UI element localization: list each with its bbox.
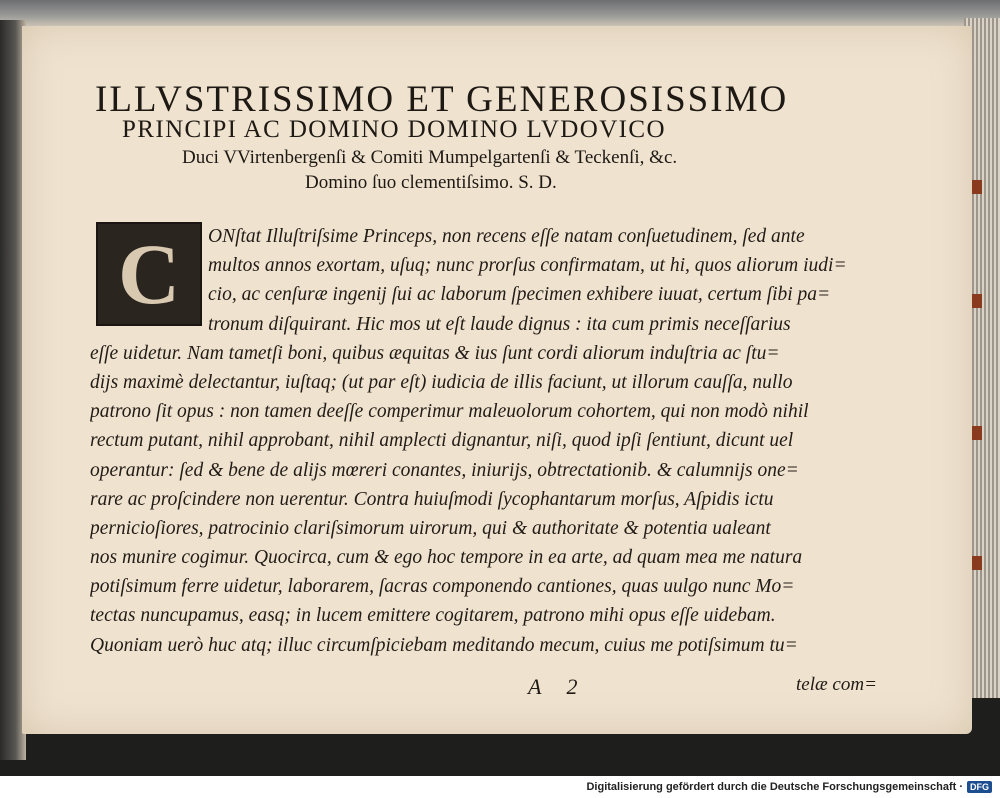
text-line: pernicioſiores, patrocinio clariſsimorum uirorum, qui & authoritate & potentia ualeant xyxy=(90,517,771,539)
text-line: eſſe uidetur. Nam tametſi boni, quibus æquitas & ius ſunt cordi aliorum induſtria ac ſtu= xyxy=(90,342,780,364)
text-line: tronum diſquirant. Hic mos ut eſt laude dignus : ita cum primis neceſſarius xyxy=(208,313,791,335)
dfg-logo: DFG xyxy=(967,781,992,793)
initial-letter: C xyxy=(117,226,181,322)
text-line: rectum putant, nihil approbant, nihil amplecti dignantur, niſi, quod ipſi ſentiunt, dicunt uel xyxy=(90,430,794,452)
text-line: patrono ſit opus : non tamen deeſſe comperimur maleuolorum cohortem, qui non modò nihil xyxy=(90,401,809,423)
funding-footer xyxy=(0,776,1000,798)
catchword: telæ com= xyxy=(796,674,877,695)
text-line: potiſsimum ferre uidetur, laborarem, ſacras componendo cantiones, quas uulgo nunc Mo= xyxy=(90,576,795,598)
text-line: cio, ac cenſuræ ingenij ſui ac laborum ſpecimen exhibere iuuat, certum ſibi pa= xyxy=(208,284,831,306)
text-line: ONſtat Illuſtriſsime Princeps, non recens eſſe natam conſuetudinem, ſed ante xyxy=(208,226,805,247)
text-line: nos munire cogimur. Quocirca, cum & ego hoc tempore in ea arte, ad quam mea me natura xyxy=(90,547,803,569)
text-line: Quoniam uerò huc atq; illuc circumſpiciebam meditando mecum, cuius me potiſsimum tu= xyxy=(90,634,798,656)
text-line: multos annos exortam, uſuq; nunc prorſus confirmatam, ut hi, quos aliorum iudi= xyxy=(208,255,847,277)
heading-line-2: PRINCIPI AC DOMINO DOMINO LVDOVICO xyxy=(122,116,666,143)
heading-line-3: Duci VVirtenbergenſi & Comiti Mumpelgartenſi & Teckenſi, &c. xyxy=(182,147,678,168)
text-line: operantur: ſed & bene de alijs mœreri conantes, iniurijs, obtrectationib. & calumnijs one= xyxy=(90,459,799,481)
dedication-text xyxy=(90,222,866,660)
heading-line-1: ILLVSTRISSIMO ET GENEROSISSIMO xyxy=(95,79,789,120)
text-line: dijs maximè delectantur, iuſtaq; (ut par eſt) iudicia de illis faciunt, ut illorum cauſſa, nullo xyxy=(90,371,793,393)
text-line: rare ac proſcindere non uerentur. Contra huiuſmodi ſycophantarum morſus, Aſpidis ictu xyxy=(90,488,774,510)
text-line: tectas nuncupamus, easq; in lucem emittere cogitarem, patrono mihi opus eſſe uidebam. xyxy=(90,605,776,627)
heading-line-4: Domino ſuo clementiſsimo. S. D. xyxy=(305,172,557,193)
footer-text: Digitalisierung gefördert durch die Deutsche Forschungsgemeinschaft · xyxy=(586,781,963,793)
book-top-edge xyxy=(0,0,1000,26)
signature-mark: A 2 xyxy=(528,674,588,699)
